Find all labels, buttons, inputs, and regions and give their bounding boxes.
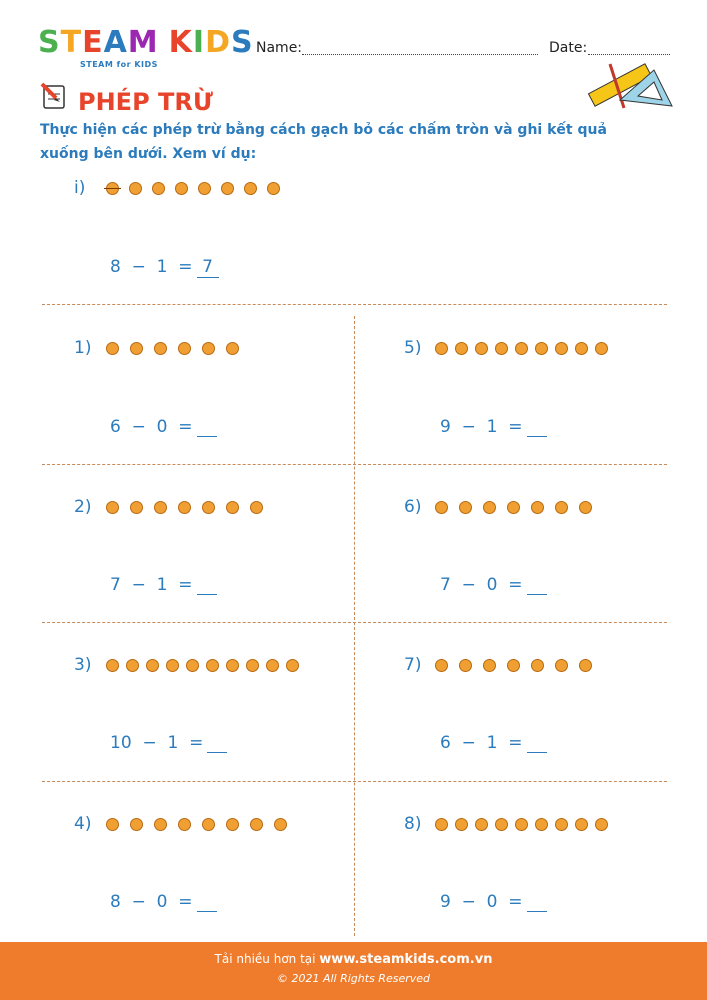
- dot[interactable]: [455, 342, 468, 355]
- footer-website: Tải nhiều hơn tại www.steamkids.com.vn: [214, 952, 493, 967]
- instructions: Thực hiện các phép trừ bằng cách gạch bỏ các chấm tròn và ghi kết quả xuống bên dưới. Xem ví dụ:: [40, 122, 607, 162]
- dot[interactable]: [154, 342, 167, 355]
- answer-blank[interactable]: [197, 420, 217, 437]
- dot[interactable]: [130, 818, 143, 831]
- logo-letter: M: [127, 25, 159, 60]
- logo-letter: D: [205, 25, 231, 60]
- dot[interactable]: [146, 659, 159, 672]
- problem-label: 7): [404, 655, 422, 675]
- dot[interactable]: [435, 818, 448, 831]
- dot[interactable]: [221, 182, 234, 195]
- dot[interactable]: [535, 342, 548, 355]
- worksheet-title: PHÉP TRỪ: [78, 88, 213, 116]
- dot[interactable]: [555, 342, 568, 355]
- dot[interactable]: [535, 818, 548, 831]
- dot[interactable]: [198, 182, 211, 195]
- footer: [0, 942, 707, 1000]
- dot[interactable]: [166, 659, 179, 672]
- problem-dots: [106, 655, 306, 675]
- answer-blank[interactable]: [527, 736, 547, 753]
- dot[interactable]: [126, 659, 139, 672]
- dot[interactable]: [286, 659, 299, 672]
- dot[interactable]: [129, 182, 142, 195]
- dot[interactable]: [250, 818, 263, 831]
- date-field[interactable]: [588, 54, 670, 55]
- problem-label: 2): [74, 497, 92, 517]
- dot[interactable]: [495, 342, 508, 355]
- answer-blank[interactable]: [527, 578, 547, 595]
- worksheet-pencil-icon: [38, 80, 70, 112]
- dot[interactable]: [178, 342, 191, 355]
- dot[interactable]: [226, 659, 239, 672]
- dot[interactable]: [459, 501, 472, 514]
- dot[interactable]: [202, 818, 215, 831]
- dot[interactable]: [595, 818, 608, 831]
- logo-letter: E: [82, 25, 104, 60]
- problem-dots: [435, 814, 615, 834]
- dot[interactable]: [106, 182, 119, 195]
- dot[interactable]: [250, 501, 263, 514]
- problem-label: 8): [404, 814, 422, 834]
- dot[interactable]: [246, 659, 259, 672]
- dot[interactable]: [152, 182, 165, 195]
- dot[interactable]: [495, 818, 508, 831]
- dot[interactable]: [475, 818, 488, 831]
- dot[interactable]: [483, 659, 496, 672]
- example-answer: 7: [197, 257, 219, 278]
- ruler-triangle-icon: [584, 56, 676, 120]
- website-link[interactable]: www.steamkids.com.vn: [319, 952, 493, 967]
- dot[interactable]: [435, 659, 448, 672]
- problem-equation: 7 − 1 =: [110, 575, 217, 595]
- answer-blank[interactable]: [197, 895, 217, 912]
- name-field[interactable]: [302, 54, 538, 55]
- dot[interactable]: [154, 501, 167, 514]
- dot[interactable]: [455, 818, 468, 831]
- dot[interactable]: [106, 818, 119, 831]
- dot[interactable]: [202, 342, 215, 355]
- logo-letter: K: [168, 25, 193, 60]
- logo-subtitle: STEAM for KIDS: [80, 60, 158, 69]
- logo-letter: I: [192, 25, 206, 60]
- dot[interactable]: [579, 659, 592, 672]
- problem-equation: 6 − 0 =: [110, 417, 217, 437]
- footer-copyright: © 2021 All Rights Reserved: [276, 972, 430, 985]
- dot[interactable]: [555, 501, 568, 514]
- answer-blank[interactable]: [197, 578, 217, 595]
- example-dots: [106, 178, 290, 198]
- problem-equation: 6 − 1 =: [440, 733, 547, 753]
- dot[interactable]: [202, 501, 215, 514]
- dot[interactable]: [515, 342, 528, 355]
- problem-dots: [435, 338, 615, 358]
- dot[interactable]: [531, 501, 544, 514]
- answer-blank[interactable]: [527, 420, 547, 437]
- logo-letter: S: [230, 25, 254, 60]
- problem-equation: 10 − 1 =: [110, 733, 227, 753]
- dot[interactable]: [555, 818, 568, 831]
- problem-label: 4): [74, 814, 92, 834]
- dot[interactable]: [226, 818, 239, 831]
- dot[interactable]: [483, 501, 496, 514]
- problem-equation: 9 − 0 =: [440, 892, 547, 912]
- problem-dots: [435, 655, 603, 675]
- dot[interactable]: [507, 501, 520, 514]
- logo-letter: S: [38, 25, 61, 60]
- dot[interactable]: [475, 342, 488, 355]
- problem-equation: 9 − 1 =: [440, 417, 547, 437]
- problem-label: 6): [404, 497, 422, 517]
- dot[interactable]: [244, 182, 257, 195]
- dot[interactable]: [186, 659, 199, 672]
- dot[interactable]: [178, 818, 191, 831]
- problem-dots: [435, 497, 603, 517]
- dot[interactable]: [555, 659, 568, 672]
- problem-dots: [106, 497, 274, 517]
- dot[interactable]: [226, 342, 239, 355]
- column-divider: [354, 316, 355, 936]
- dot[interactable]: [106, 659, 119, 672]
- problem-equation: 8 − 0 =: [110, 892, 217, 912]
- dot[interactable]: [575, 342, 588, 355]
- dot[interactable]: [595, 342, 608, 355]
- dot[interactable]: [106, 501, 119, 514]
- problem-dots: [106, 338, 250, 358]
- example-label: i): [74, 178, 86, 198]
- dot[interactable]: [579, 501, 592, 514]
- logo-letter: T: [60, 25, 83, 60]
- dot[interactable]: [130, 501, 143, 514]
- dot[interactable]: [435, 342, 448, 355]
- dot[interactable]: [274, 818, 287, 831]
- dot[interactable]: [206, 659, 219, 672]
- example-equation: 8 − 1 = 7: [110, 257, 219, 278]
- problem-label: 5): [404, 338, 422, 358]
- dot[interactable]: [531, 659, 544, 672]
- problem-label: 3): [74, 655, 92, 675]
- dot[interactable]: [435, 501, 448, 514]
- divider: [42, 304, 667, 305]
- problem-label: 1): [74, 338, 92, 358]
- steam-kids-logo: [38, 25, 254, 60]
- name-label: Name:: [256, 40, 303, 56]
- dot[interactable]: [507, 659, 520, 672]
- answer-blank[interactable]: [207, 736, 227, 753]
- dot[interactable]: [154, 818, 167, 831]
- logo-letter: A: [103, 25, 128, 60]
- dot[interactable]: [175, 182, 188, 195]
- dot[interactable]: [515, 818, 528, 831]
- dot[interactable]: [575, 818, 588, 831]
- dot[interactable]: [106, 342, 119, 355]
- dot[interactable]: [267, 182, 280, 195]
- dot[interactable]: [178, 501, 191, 514]
- dot[interactable]: [226, 501, 239, 514]
- dot[interactable]: [459, 659, 472, 672]
- problem-equation: 7 − 0 =: [440, 575, 547, 595]
- answer-blank[interactable]: [527, 895, 547, 912]
- dot[interactable]: [266, 659, 279, 672]
- problem-dots: [106, 814, 298, 834]
- date-label: Date:: [549, 40, 588, 56]
- dot[interactable]: [130, 342, 143, 355]
